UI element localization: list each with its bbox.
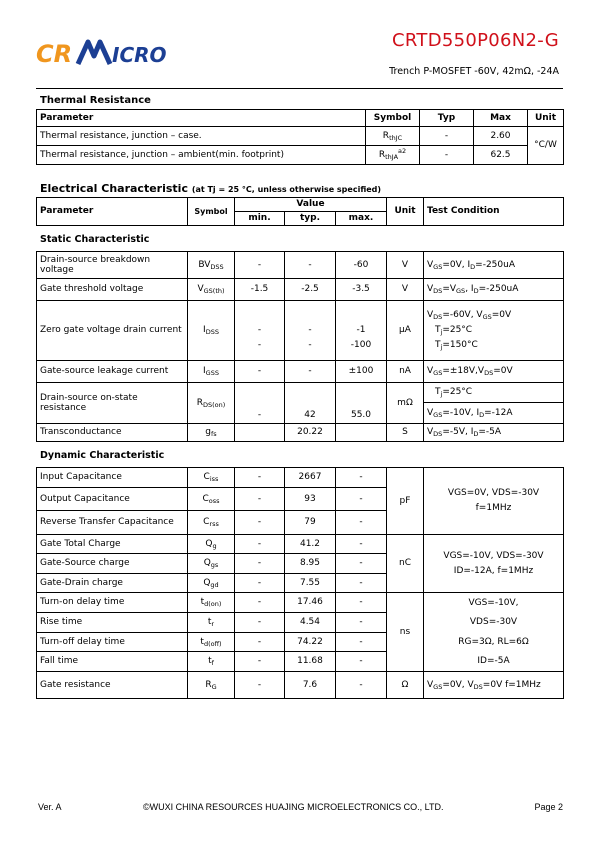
symbol-cell: $t_{d(off)}$ xyxy=(188,633,235,652)
table-row xyxy=(37,652,564,672)
typ-cell: 11.68 xyxy=(285,652,336,672)
table-row xyxy=(37,383,564,424)
test-condition-cell: VGS=0V, VDS=-30V f=1MHz xyxy=(424,468,564,535)
table-row xyxy=(37,146,564,165)
footer-copyright: ©WUXI CHINA RESOURCES HUAJING MICROELECTRONICS CO., LTD. xyxy=(143,802,444,812)
typ-cell: 17.46 xyxy=(285,593,336,613)
max-cell: - xyxy=(336,633,387,652)
device-subtitle: Trench P-MOSFET -60V, 42mΩ, -24A xyxy=(389,66,559,77)
test-condition-cell: VDS=-30V xyxy=(424,613,564,633)
symbol-cell: $BV_{DSS}$ xyxy=(188,252,235,279)
table-row xyxy=(37,301,564,361)
unit-cell: ns xyxy=(387,593,424,672)
param-cell: Input Capacitance xyxy=(37,468,188,488)
footer-page-number: Page 2 xyxy=(534,802,563,812)
typ-cell: 93 xyxy=(285,488,336,511)
thermal-table xyxy=(36,109,564,165)
unit-cell: pF xyxy=(387,468,424,535)
test-condition-cell: $V_{DS}=-60V$, $V_{GS}=0V$ $T_j=25^\circ C$ $T_j=150^\circ C$ xyxy=(424,301,564,361)
max-cell: - xyxy=(336,468,387,488)
th-value: Value xyxy=(235,198,387,212)
max-cell: - xyxy=(336,613,387,633)
test-condition-cell: VGS=-10V, xyxy=(424,593,564,613)
table-row xyxy=(37,279,564,301)
symbol-cell: $R_G$ xyxy=(188,672,235,699)
th-parameter: Parameter xyxy=(37,198,188,226)
unit-cell: nC xyxy=(387,535,424,593)
symbol-cell: $C_{iss}$ xyxy=(188,468,235,488)
min-cell: - xyxy=(235,593,285,613)
dynamic-title: Dynamic Characteristic xyxy=(37,442,564,468)
unit-cell: °C/W xyxy=(528,127,564,165)
svg-text:CR: CR xyxy=(36,40,73,68)
table-row xyxy=(37,127,564,146)
param-cell: Zero gate voltage drain current xyxy=(37,301,188,361)
typ-cell: - xyxy=(285,252,336,279)
max-cell: - xyxy=(336,593,387,613)
symbol-cell: $Q_{gd}$ xyxy=(188,574,235,593)
typ-cell: 20.22 xyxy=(285,424,336,442)
param-cell: Turn-off delay time xyxy=(37,633,188,652)
unit-cell: S xyxy=(387,424,424,442)
min-cell: - xyxy=(235,633,285,652)
table-row xyxy=(37,252,564,279)
symbol-cell: $t_r$ xyxy=(188,613,235,633)
symbol-cell: $R_{DS(on)}$ xyxy=(188,383,235,424)
dynamic-section-row xyxy=(37,442,564,468)
max-cell: - xyxy=(336,554,387,574)
test-condition-cell: RG=3Ω, RL=6Ω xyxy=(424,633,564,652)
typ-cell: 7.55 xyxy=(285,574,336,593)
max-cell: 55.0 xyxy=(336,383,387,424)
test-condition-cell: VGS=-10V, VDS=-30V ID=-12A, f=1MHz xyxy=(424,535,564,593)
th-unit: Unit xyxy=(528,110,564,127)
test-condition-cell: $V_{DS}=V_{GS}$, $I_D=-250uA$ xyxy=(424,279,564,301)
min-cell: - xyxy=(235,574,285,593)
unit-cell: V xyxy=(387,279,424,301)
min-cell: - xyxy=(235,535,285,554)
crmicro-logo xyxy=(36,34,196,74)
param-cell: Reverse Transfer Capacitance xyxy=(37,511,188,535)
min-cell: - xyxy=(235,672,285,699)
typ-cell: - xyxy=(285,361,336,383)
table-row xyxy=(37,593,564,613)
param-cell: Gate-Source charge xyxy=(37,554,188,574)
param-cell: Gate Total Charge xyxy=(37,535,188,554)
th-parameter: Parameter xyxy=(37,110,366,127)
max-cell: -1 -100 xyxy=(336,301,387,361)
unit-cell: nA xyxy=(387,361,424,383)
param-cell: Drain-source breakdown voltage xyxy=(37,252,188,279)
typ-cell: - - xyxy=(285,301,336,361)
symbol-cell: $I_{GSS}$ xyxy=(188,361,235,383)
typ-cell: -2.5 xyxy=(285,279,336,301)
param-cell: Gate-source leakage current xyxy=(37,361,188,383)
max-cell: 62.5 xyxy=(474,146,528,165)
symbol-cell: $C_{rss}$ xyxy=(188,511,235,535)
min-cell xyxy=(235,424,285,442)
param-cell: Thermal resistance, junction – case. xyxy=(37,127,366,146)
table-row xyxy=(37,424,564,442)
electrical-table xyxy=(36,197,564,699)
symbol-cell: $C_{oss}$ xyxy=(188,488,235,511)
th-max: Max xyxy=(474,110,528,127)
th-test-condition: Test Condition xyxy=(424,198,564,226)
header-divider xyxy=(36,88,563,89)
symbol-cell: $R_{thJC}$ xyxy=(366,127,420,146)
electrical-header-row xyxy=(37,198,564,212)
table-row xyxy=(37,468,564,488)
param-cell: Output Capacitance xyxy=(37,488,188,511)
th-typ: typ. xyxy=(285,212,336,226)
param-cell: Rise time xyxy=(37,613,188,633)
test-condition-cell: $V_{GS}=0V$, $V_{DS}=0V$ f=1MHz xyxy=(424,672,564,699)
unit-cell: V xyxy=(387,252,424,279)
min-cell: - xyxy=(235,652,285,672)
typ-cell: 41.2 xyxy=(285,535,336,554)
max-cell: - xyxy=(336,652,387,672)
unit-cell: mΩ xyxy=(387,383,424,424)
typ-cell: 7.6 xyxy=(285,672,336,699)
th-symbol: Symbol xyxy=(188,198,235,226)
typ-cell: - xyxy=(420,146,474,165)
typ-cell: 74.22 xyxy=(285,633,336,652)
max-cell: ±100 xyxy=(336,361,387,383)
min-cell: - xyxy=(235,468,285,488)
typ-cell: 42 xyxy=(285,383,336,424)
test-condition-cell: $V_{DS}=-5V$, $I_D=-5A$ xyxy=(424,424,564,442)
symbol-cell: $Q_g$ xyxy=(188,535,235,554)
max-cell: - xyxy=(336,574,387,593)
th-symbol: Symbol xyxy=(366,110,420,127)
unit-cell: Ω xyxy=(387,672,424,699)
max-cell: -3.5 xyxy=(336,279,387,301)
param-cell: Fall time xyxy=(37,652,188,672)
table-row xyxy=(37,672,564,699)
symbol-cell: $g_{fs}$ xyxy=(188,424,235,442)
table-row xyxy=(37,361,564,383)
param-cell: Turn-on delay time xyxy=(37,593,188,613)
param-cell: Gate threshold voltage xyxy=(37,279,188,301)
min-cell: - xyxy=(235,613,285,633)
test-condition-cell: $V_{GS}=\pm 18V,V_{DS}=0V$ xyxy=(424,361,564,383)
static-section-row xyxy=(37,226,564,252)
footer-version: Ver. A xyxy=(38,802,62,812)
typ-cell: 4.54 xyxy=(285,613,336,633)
min-cell: - xyxy=(235,383,285,424)
symbol-cell: $Q_{gs}$ xyxy=(188,554,235,574)
table-row xyxy=(37,535,564,554)
static-title: Static Characteristic xyxy=(37,226,564,252)
table-row xyxy=(37,613,564,633)
test-condition-cell: $V_{GS}=0V$, $I_D=-250uA$ xyxy=(424,252,564,279)
max-cell: - xyxy=(336,511,387,535)
max-cell: - xyxy=(336,488,387,511)
max-cell: -60 xyxy=(336,252,387,279)
typ-cell: 2667 xyxy=(285,468,336,488)
svg-text:ICRO: ICRO xyxy=(112,43,167,67)
typ-cell: 8.95 xyxy=(285,554,336,574)
th-max: max. xyxy=(336,212,387,226)
th-min: min. xyxy=(235,212,285,226)
max-cell: - xyxy=(336,535,387,554)
test-condition-cell: ID=-5A xyxy=(424,652,564,672)
symbol-cell: $t_f$ xyxy=(188,652,235,672)
min-cell: - xyxy=(235,361,285,383)
param-cell: Thermal resistance, junction – ambient(min. footprint) xyxy=(37,146,366,165)
max-cell xyxy=(336,424,387,442)
min-cell: - xyxy=(235,554,285,574)
unit-cell: μA xyxy=(387,301,424,361)
max-cell: - xyxy=(336,672,387,699)
param-cell: Drain-source on-state resistance xyxy=(37,383,188,424)
part-number: CRTD550P06N2-G xyxy=(392,30,559,51)
symbol-cell: $R_{thJA}^{a2}$ xyxy=(366,146,420,165)
electrical-title: Electrical Characteristic (at Tj = 25 °C, unless otherwise specified) xyxy=(40,182,382,195)
thermal-title: Thermal Resistance xyxy=(40,95,151,106)
param-cell: Gate resistance xyxy=(37,672,188,699)
typ-cell: - xyxy=(420,127,474,146)
symbol-cell: $t_{d(on)}$ xyxy=(188,593,235,613)
param-cell: Gate-Drain charge xyxy=(37,574,188,593)
test-condition-cell: $T_j=25^\circ C$ $V_{GS}=-10V$, $I_D=-12A$ xyxy=(424,383,564,424)
min-cell: - - xyxy=(235,301,285,361)
min-cell: - xyxy=(235,488,285,511)
max-cell: 2.60 xyxy=(474,127,528,146)
typ-cell: 79 xyxy=(285,511,336,535)
thermal-header-row xyxy=(37,110,564,127)
th-typ: Typ xyxy=(420,110,474,127)
table-row xyxy=(37,633,564,652)
min-cell: -1.5 xyxy=(235,279,285,301)
th-unit: Unit xyxy=(387,198,424,226)
min-cell: - xyxy=(235,511,285,535)
symbol-cell: $V_{GS(th)}$ xyxy=(188,279,235,301)
min-cell: - xyxy=(235,252,285,279)
symbol-cell: $I_{DSS}$ xyxy=(188,301,235,361)
param-cell: Transconductance xyxy=(37,424,188,442)
